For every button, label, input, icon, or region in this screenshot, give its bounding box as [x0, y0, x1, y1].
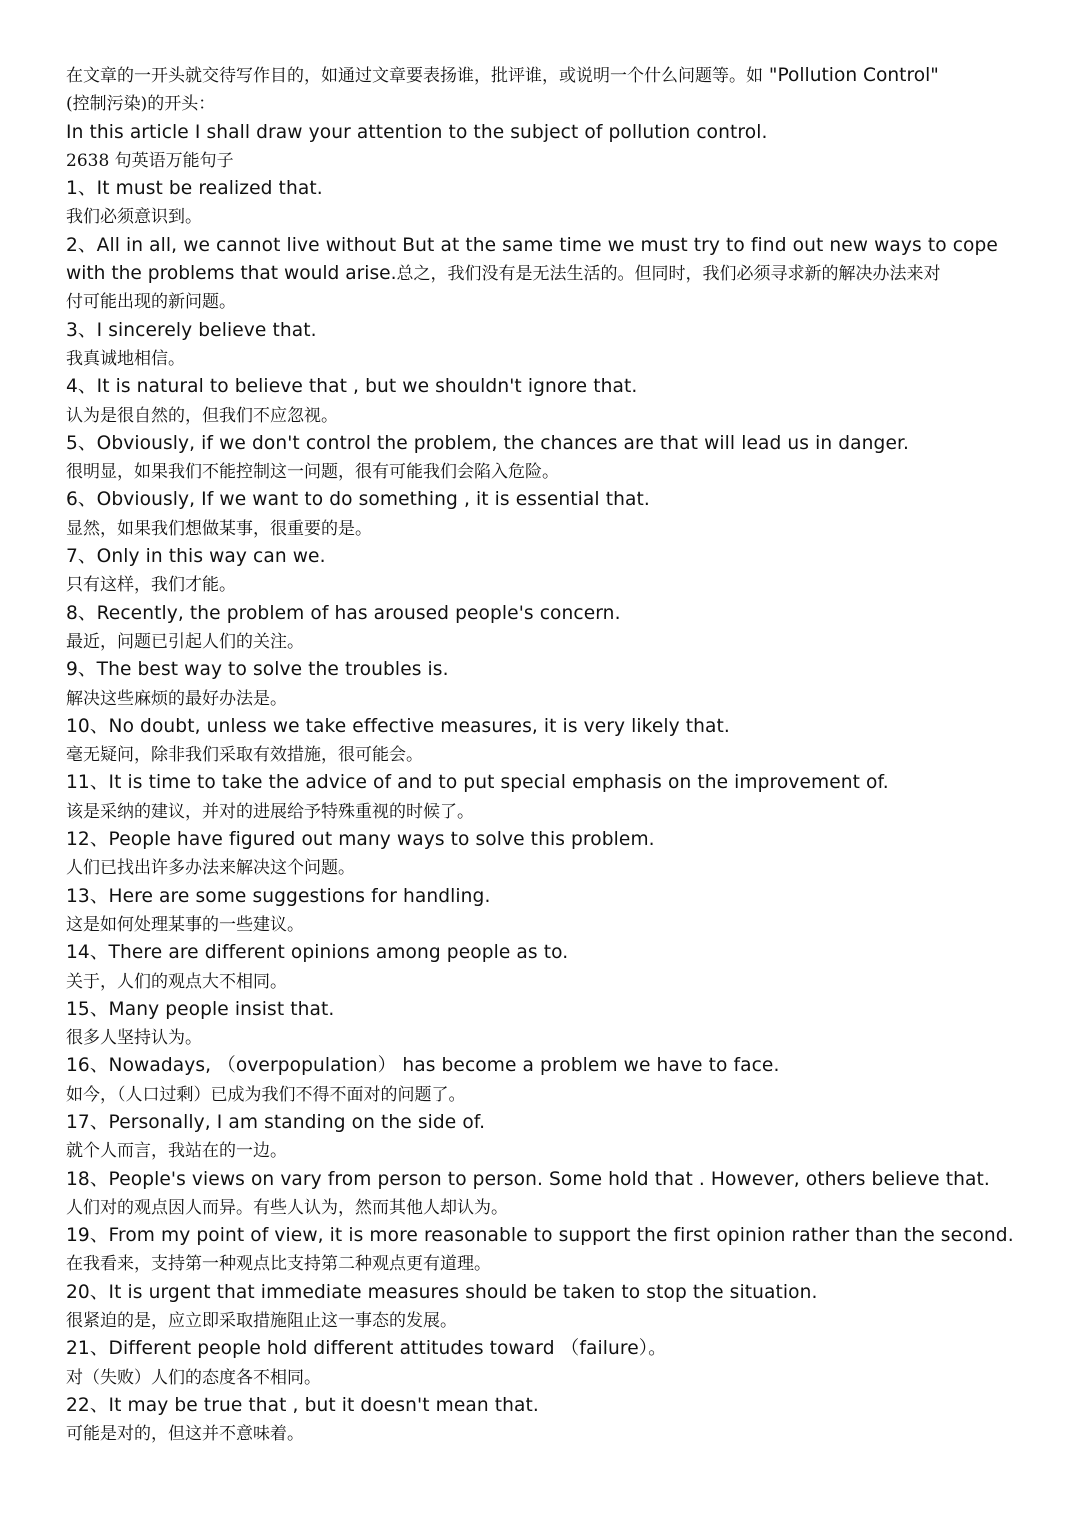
intro-line-1-en: "Pollution Control": [763, 65, 939, 86]
sentence-10-zh: 毫无疑问，除非我们采取有效措施，很可能会。: [66, 745, 423, 766]
sentence-5-en: 5、Obviously, if we don't control the problem, the chances are that will lead us in danger.: [66, 432, 910, 454]
sentence-8-zh: 最近，问题已引起人们的关注。: [66, 631, 304, 652]
sentence-7-en: 7、Only in this way can we.: [66, 546, 326, 568]
document-page: [66, 62, 1020, 1449]
intro-line-1: [66, 62, 1020, 90]
sentence-21-zh: 对（失败）人们的态度各不相同。: [66, 1367, 321, 1388]
sentence-14-en: 14、There are different opinions among people as to.: [66, 942, 569, 964]
sentence-3-zh: 我真诚地相信。: [66, 348, 185, 369]
sentence-3-en: 3、I sincerely believe that.: [66, 319, 317, 341]
sentence-2-en-line2: with the problems that would arise.: [66, 263, 397, 285]
intro-line-1-zh: 在文章的一开头就交待写作目的，如通过文章要表扬谁，批评谁，或说明一个什么问题等。如: [66, 66, 763, 86]
sentence-18-en: 18、People's views on vary from person to person. Some hold that . However, others believe that.: [66, 1168, 990, 1190]
sentence-17-zh: 就个人而言，我站在的一边。: [66, 1141, 287, 1162]
sentence-12-zh: 人们已找出许多办法来解决这个问题。: [66, 858, 355, 879]
sentence-8-en: 8、Recently, the problem of has aroused people's concern.: [66, 602, 621, 624]
sentence-19-en: 19、From my point of view, it is more reasonable to support the first opinion rather than the second.: [66, 1225, 1014, 1247]
sentence-7-zh: 只有这样，我们才能。: [66, 575, 236, 596]
sentence-10-en: 10、No doubt, unless we take effective measures, it is very likely that.: [66, 715, 730, 737]
intro-line-2: (控制污染)的开头：: [66, 94, 216, 115]
sentence-16-zh: 如今，（人口过剩）已成为我们不得不面对的问题了。: [66, 1084, 466, 1105]
sentence-1-en: 1、It must be realized that.: [66, 178, 323, 200]
sentence-16-en: 16、Nowadays, （overpopulation） has become a problem we have to face.: [66, 1055, 780, 1077]
sentence-2-en: 2、All in all, we cannot live without But at the same time we must try to find out new ways to cope: [66, 234, 998, 256]
sentence-15-en: 15、Many people insist that.: [66, 998, 335, 1020]
sentence-2-zh-inline: 总之，我们没有是无法生活的。但同时，我们必须寻求新的解决办法来对: [396, 264, 941, 285]
sentence-2-en-cont: [66, 260, 1020, 288]
sentence-4-zh: 认为是很自然的，但我们不应忽视。: [66, 405, 338, 426]
intro-example: In this article I shall draw your attention to the subject of pollution control.: [66, 121, 768, 143]
sentence-17-en: 17、Personally, I am standing on the side of.: [66, 1111, 486, 1133]
sentence-21-en: 21、Different people hold different attitudes toward （failure）。: [66, 1338, 667, 1360]
sentence-20-en: 20、It is urgent that immediate measures should be taken to stop the situation.: [66, 1281, 818, 1303]
sentence-11-en: 11、It is time to take the advice of and to put special emphasis on the improvement of.: [66, 772, 889, 794]
sentence-1-zh: 我们必须意识到。: [66, 207, 202, 228]
sentence-6-zh: 显然，如果我们想做某事，很重要的是。: [66, 518, 372, 539]
sentence-19-zh: 在我看来，支持第一种观点比支持第二种观点更有道理。: [66, 1254, 491, 1275]
sentence-5-zh: 很明显，如果我们不能控制这一问题，很有可能我们会陷入危险。: [66, 462, 559, 483]
sentence-22-zh: 可能是对的，但这并不意味着。: [66, 1424, 304, 1445]
sentence-9-en: 9、The best way to solve the troubles is.: [66, 659, 449, 681]
sentence-9-zh: 解决这些麻烦的最好办法是。: [66, 688, 287, 709]
sentence-6-en: 6、Obviously, If we want to do something , it is essential that.: [66, 489, 650, 511]
sentence-4-en: 4、It is natural to believe that , but we shouldn't ignore that.: [66, 376, 638, 398]
sentence-13-en: 13、Here are some suggestions for handling.: [66, 885, 491, 907]
section-heading: 2638 句英语万能句子: [66, 150, 234, 171]
sentence-13-zh: 这是如何处理某事的一些建议。: [66, 914, 304, 935]
sentence-2-zh: 付可能出现的新问题。: [66, 292, 236, 313]
sentence-15-zh: 很多人坚持认为。: [66, 1028, 202, 1049]
sentence-20-zh: 很紧迫的是，应立即采取措施阻止这一事态的发展。: [66, 1311, 457, 1332]
sentence-18-zh: 人们对的观点因人而异。有些人认为，然而其他人却认为。: [66, 1197, 508, 1218]
sentence-12-en: 12、People have figured out many ways to solve this problem.: [66, 829, 655, 851]
sentence-22-en: 22、It may be true that , but it doesn't mean that.: [66, 1394, 539, 1416]
sentence-11-zh: 该是采纳的建议，并对的进展给予特殊重视的时候了。: [66, 801, 474, 822]
sentence-14-zh: 关于，人们的观点大不相同。: [66, 971, 287, 992]
